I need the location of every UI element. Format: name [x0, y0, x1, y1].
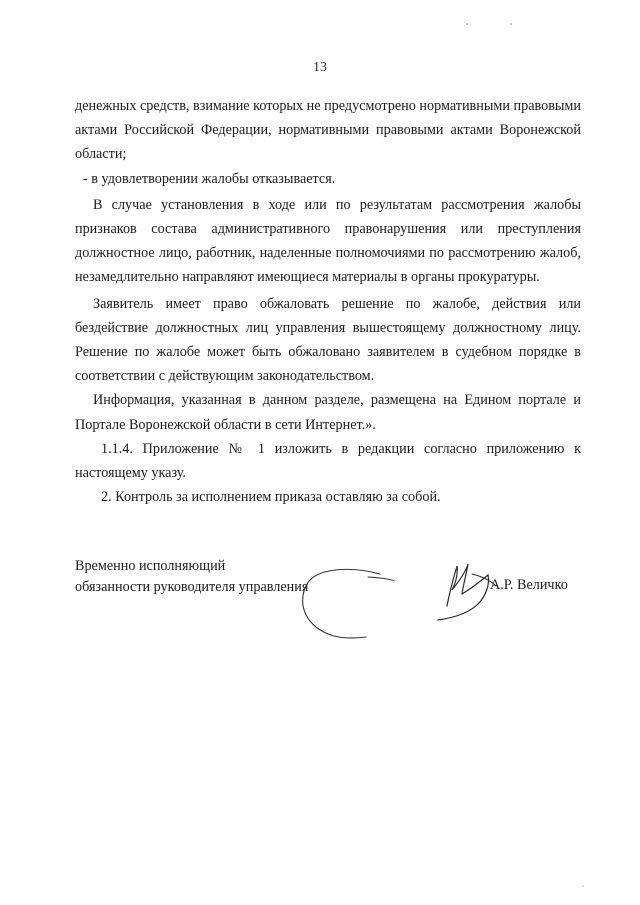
- signer-name: А.Р. Величко: [490, 577, 568, 593]
- paragraph-appendix: 1.1.4. Приложение № 1 изложить в редакции согласно приложению к настоящему указу.: [75, 440, 581, 482]
- paragraph-refusal: - в удовлетворении жалобы отказывается.: [83, 170, 336, 187]
- signature-title-line1: Временно исполняющий: [75, 558, 226, 574]
- paragraph-control: 2. Контроль за исполнением приказа оставляю за собой.: [101, 489, 441, 506]
- document-body: [75, 94, 581, 509]
- paragraph-information: Информация, указанная в данном разделе, размещена на Едином портале и Портале Воронежской области в сети Интернет.».: [75, 392, 581, 433]
- signature-title-line2: обязанности руководителя управления: [75, 579, 309, 595]
- page-number: 13: [313, 60, 327, 75]
- paragraph-violation: В случае установления в ходе или по результатам рассмотрения жалобы признаков состава административного правонарушения или преступления должностное лицо, работник, наделенные полномочиями по рассмотрению жалоб, незамедлительно направляют имеющиеся материалы в органы прокуратуры.: [75, 196, 581, 286]
- signature-title: [75, 556, 308, 598]
- paragraph-continuation: денежных средств, взимание которых не предусмотрено нормативными правовыми актами Российской Федерации, нормативными правовыми актами Воронежской области;: [75, 98, 581, 163]
- paragraph-appeal: Заявитель имеет право обжаловать решение по жалобе, действия или бездействие должностных лиц управления вышестоящему должностному лицу. Решение по жалобе может быть обжаловано заявителем в судебном порядке в соответствии с действующим законодательством.: [75, 295, 581, 385]
